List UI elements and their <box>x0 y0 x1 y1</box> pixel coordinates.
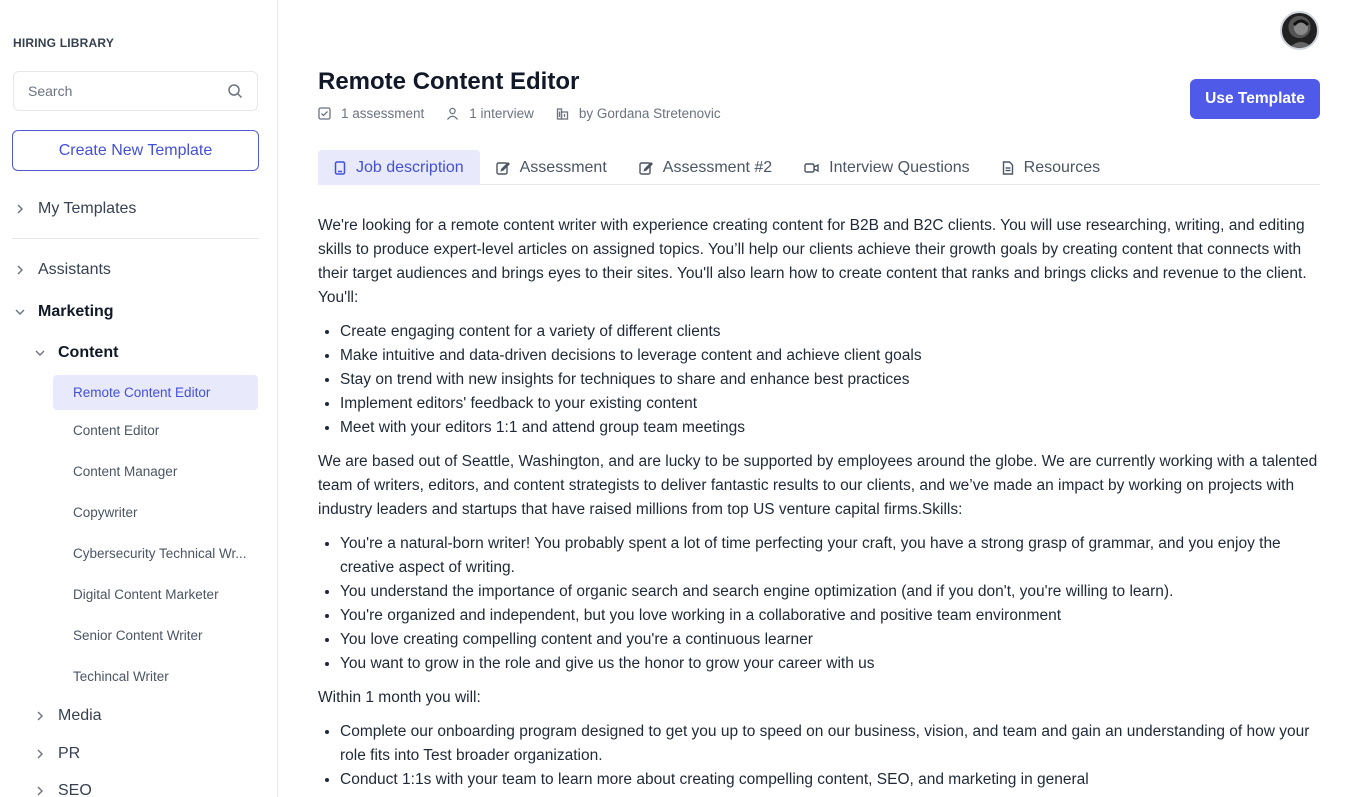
list-item: • Implement editors' feedback to your existing content <box>340 392 1320 416</box>
tree-item-content[interactable] <box>34 344 118 362</box>
list-item: • You love creating compelling content and you're a continuous learner <box>340 628 1320 652</box>
tab-job-description[interactable] <box>318 150 480 185</box>
tree-label: Marketing <box>38 303 114 320</box>
list-item: • Meet with your editors 1:1 and attend group team meetings <box>340 416 1320 440</box>
search-box[interactable] <box>13 71 258 111</box>
search-input[interactable] <box>28 83 227 99</box>
search-icon[interactable] <box>227 83 243 99</box>
tab-label: Resources <box>1023 158 1101 176</box>
list-item: • Conduct 1:1s with your team to learn more about creating compelling content, SEO, and marketing in general <box>340 768 1320 792</box>
template-item-remote-content-editor[interactable]: Remote Content Editor <box>53 375 258 410</box>
tree-item-assistants[interactable] <box>14 261 111 279</box>
edit-icon <box>639 161 653 175</box>
month-list <box>340 720 1320 792</box>
assessment-count-label: 1 assessment <box>341 106 425 121</box>
create-new-template-button[interactable]: Create New Template <box>12 130 259 171</box>
interview-count-label: 1 interview <box>469 106 534 121</box>
chevron-down-icon <box>34 347 46 359</box>
tree-item-pr[interactable] <box>34 745 80 763</box>
edit-icon <box>496 161 510 175</box>
file-text-icon <box>1002 161 1014 175</box>
list-item: • Stay on trend with new insights for techniques to share and enhance best practices <box>340 368 1320 392</box>
template-item-digital-content-marketer[interactable]: Digital Content Marketer <box>73 587 219 602</box>
assessment-count <box>318 106 424 121</box>
tree-label: SEO <box>58 782 92 797</box>
divider <box>12 238 259 239</box>
list-item: • Create engaging content for a variety of different clients <box>340 320 1320 344</box>
tab-label: Assessment #2 <box>662 158 773 176</box>
page-title: Remote Content Editor <box>318 68 580 95</box>
user-avatar[interactable] <box>1280 11 1319 50</box>
template-item-senior-content-writer[interactable]: Senior Content Writer <box>73 628 203 643</box>
template-item-technical-writer[interactable]: Techincal Writer <box>73 669 169 684</box>
list-item: • You're organized and independent, but you love working in a collaborative and positive team environment <box>340 604 1320 628</box>
tree-item-media[interactable] <box>34 707 102 725</box>
sidebar <box>0 0 278 797</box>
chevron-right-icon <box>34 710 46 722</box>
chevron-down-icon <box>14 306 26 318</box>
intro-paragraph: We're looking for a remote content writer with experience creating content for B2B and B2C clients. You will use researching, writing, and editing skills to produce expert-level articles on assigned topics. You’ll help our clients achieve their growth goals by creating content that connects with their target audiences and brings eyes to their sites. You'll also learn how to create content that ranks and brings clicks and revenue to the client. You'll: <box>318 217 1307 306</box>
company-paragraph: We are based out of Seattle, Washington, and are lucky to be supported by employees around the globe. We are currently working with a talented team of writers, editors, and content strategists to deliver fantastic results to our clients, and we’ve made an impact by working on projects with industry leaders and startups that have raised millions from top US venture capital firms.Skills: <box>318 453 1318 518</box>
skills-list <box>340 532 1320 676</box>
video-icon <box>804 162 819 174</box>
tab-interview-questions[interactable] <box>788 150 986 185</box>
tree-label: PR <box>58 745 81 762</box>
building-icon <box>556 107 569 120</box>
month-heading: Within 1 month you will: <box>318 689 481 706</box>
interview-count <box>446 106 534 121</box>
chevron-right-icon <box>14 203 26 215</box>
template-tabs <box>318 150 1320 185</box>
tab-label: Assessment <box>519 158 607 176</box>
chevron-right-icon <box>14 264 26 276</box>
document-icon <box>334 161 346 175</box>
main-content <box>279 0 1361 797</box>
list-item: • Make intuitive and data-driven decisions to leverage content and achieve client goals <box>340 344 1320 368</box>
duties-list <box>340 320 1320 440</box>
list-item: • You're a natural-born writer! You probably spent a lot of time perfecting your craft, you have a strong grasp of grammar, and you enjoy the creative aspect of writing. <box>340 532 1320 580</box>
checkbox-icon <box>318 107 331 120</box>
list-item: • You understand the importance of organic search and search engine optimization (and if you don't, you're willing to learn). <box>340 580 1320 604</box>
list-item: • You want to grow in the role and give us the honor to grow your career with us <box>340 652 1320 676</box>
tab-label: Job description <box>356 158 464 176</box>
template-item-content-editor[interactable]: Content Editor <box>73 423 160 438</box>
library-title: HIRING LIBRARY <box>13 36 115 50</box>
template-item-copywriter[interactable]: Copywriter <box>73 505 138 520</box>
job-description-body <box>318 214 1320 797</box>
tab-label: Interview Questions <box>829 158 970 176</box>
tree-label: Media <box>58 707 102 724</box>
chevron-right-icon <box>34 748 46 760</box>
template-item-cybersecurity-technical-writer[interactable]: Cybersecurity Technical Wr... <box>73 546 247 561</box>
tree-label: My Templates <box>38 200 137 217</box>
template-item-content-manager[interactable]: Content Manager <box>73 464 178 479</box>
tree-label: Assistants <box>38 261 111 278</box>
author <box>556 106 721 121</box>
template-meta <box>318 106 743 121</box>
user-icon <box>446 107 459 120</box>
use-template-button[interactable]: Use Template <box>1190 79 1320 119</box>
tree-item-my-templates[interactable] <box>14 200 136 218</box>
author-label: by Gordana Stretenovic <box>578 106 721 121</box>
list-item: • Complete our onboarding program designed to get you up to speed on our business, vision, and team and gain an understanding of how your role fits into Test broader organization. <box>340 720 1320 768</box>
tab-assessment[interactable] <box>480 150 623 185</box>
tab-resources[interactable] <box>986 150 1116 185</box>
tree-item-marketing[interactable] <box>14 303 114 321</box>
chevron-right-icon <box>34 785 46 797</box>
tree-label: Content <box>58 344 119 361</box>
tree-item-seo[interactable] <box>34 782 92 797</box>
tab-assessment-2[interactable] <box>623 150 788 185</box>
